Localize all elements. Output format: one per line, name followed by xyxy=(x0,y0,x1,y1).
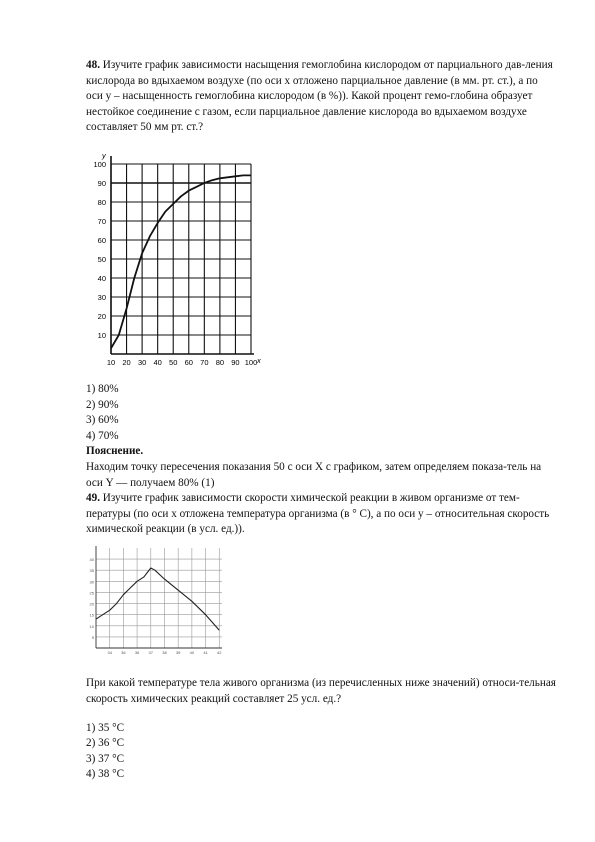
x-tick-label: 30 xyxy=(137,358,147,367)
x-tick-label: 10 xyxy=(106,358,116,367)
q49-answer-2[interactable]: 2) 36 °C xyxy=(86,737,125,749)
saturation-curve xyxy=(111,175,251,348)
q48-text: Изучите график зависимости насыщения гемоглобина кислородом от парциального дав-ления кислорода во вдыхаемом воздухе (по оси x отложено парциальное давление (в мм. рт. ст.), а по оси y – насыщенность гемоглобина кислородом (в %)). Какой процент гемо-глобина образует нестойкое соединение с газом, если парциальное давление кислорода во вдыхаемом воздухе составляет 50 мм рт. ст.? xyxy=(86,59,553,134)
q49-paragraph xyxy=(86,491,556,538)
x-tick-label: 40 xyxy=(189,650,195,655)
x-tick-label: 38 xyxy=(162,650,167,655)
x-tick-label: 36 xyxy=(121,650,126,655)
y-tick-label: 30 xyxy=(89,579,94,585)
x-tick-label: 50 xyxy=(169,358,178,367)
y-tick-label: 100 xyxy=(93,160,106,169)
reaction-rate-curve xyxy=(96,568,219,630)
y-tick-label: 90 xyxy=(97,179,106,188)
q48-paragraph xyxy=(86,58,556,136)
y-tick-label: 5 xyxy=(91,634,94,640)
y-tick-label: 10 xyxy=(89,623,94,629)
y-tick-label: 20 xyxy=(97,312,106,321)
q48-explanation-text: Находим точку пересечения показания 50 с оси X с графиком, затем определяем показа-тель на оси Y — получаем 80% (1) xyxy=(86,461,542,489)
y-tick-label: 80 xyxy=(97,198,106,207)
y-tick-label: 20 xyxy=(89,601,94,607)
x-tick-label: 42 xyxy=(217,650,222,655)
q48-explanation-title: Пояснение. xyxy=(86,445,144,457)
x-tick-label: 34 xyxy=(107,650,112,655)
y-tick-label: 35 xyxy=(89,568,94,574)
y-tick-label: 40 xyxy=(97,274,106,283)
x-tick-label: 80 xyxy=(215,358,225,367)
q49-text: Изучите график зависимости скорости химической реакции в живом организме от тем-пературы (по оси x отложена температура организма (в ° С), а по оси y – относительная скорость химической реакции (в усл. ед.)). xyxy=(86,492,550,536)
q48-answer-1[interactable]: 1) 80% xyxy=(86,383,119,395)
x-tick-label: 20 xyxy=(122,358,131,367)
y-tick-label: 30 xyxy=(97,293,106,302)
q49-question: При какой температуре тела живого организма (из перечисленных ниже значений) относи-тельная скорость химических реакций составляет 25 усл. ед.? xyxy=(86,677,556,705)
x-axis-label: x xyxy=(257,356,261,365)
x-tick-label: 70 xyxy=(200,358,209,367)
x-tick-label: 60 xyxy=(184,358,193,367)
x-tick-label: 41 xyxy=(203,650,208,655)
q48-answer-3[interactable]: 3) 60% xyxy=(86,414,119,426)
q49-answer-1[interactable]: 1) 35 °C xyxy=(86,722,125,734)
y-tick-label: 25 xyxy=(89,590,94,596)
x-tick-label: 90 xyxy=(231,358,240,367)
x-tick-label: 37 xyxy=(148,650,154,655)
q48-answer-2[interactable]: 2) 90% xyxy=(86,399,119,411)
x-tick-label: 100 xyxy=(244,358,258,367)
x-tick-label: 39 xyxy=(175,650,181,655)
y-tick-label: 60 xyxy=(97,236,106,245)
reaction-rate-chart xyxy=(86,543,231,663)
x-tick-label: 36 xyxy=(134,650,140,655)
q48-answer-4[interactable]: 4) 70% xyxy=(86,430,119,442)
y-tick-label: 15 xyxy=(89,612,94,618)
q48-number: 48. xyxy=(86,59,100,71)
y-axis-label: y xyxy=(102,151,106,160)
q49-number: 49. xyxy=(86,492,100,504)
x-tick-label: 40 xyxy=(153,358,162,367)
q49-answer-3[interactable]: 3) 37 °C xyxy=(86,753,125,765)
y-tick-label: 50 xyxy=(97,255,106,264)
hemoglobin-saturation-chart xyxy=(88,148,278,368)
y-tick-label: 40 xyxy=(89,557,94,563)
q49-answer-4[interactable]: 4) 38 °C xyxy=(86,768,125,780)
y-tick-label: 10 xyxy=(97,331,106,340)
y-tick-label: 70 xyxy=(97,217,106,226)
